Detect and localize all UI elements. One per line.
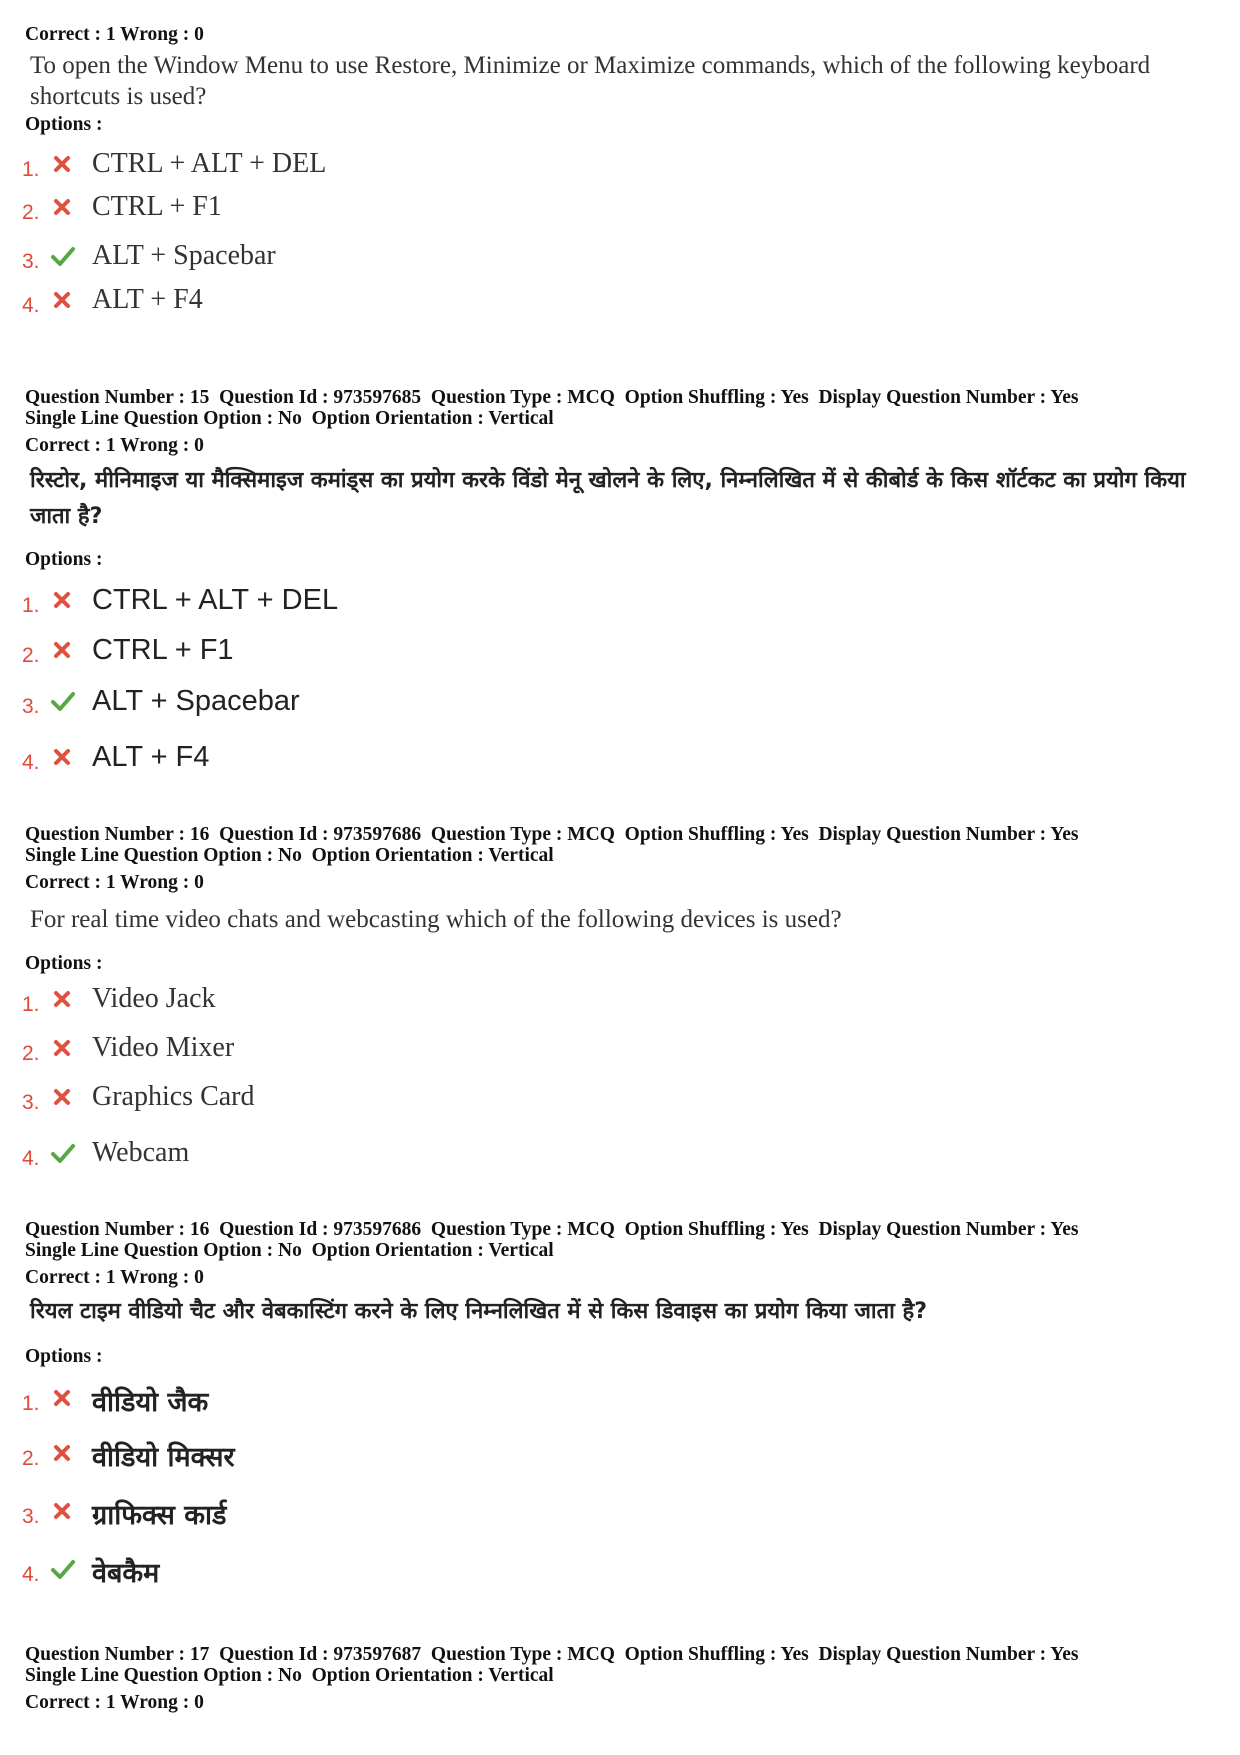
option-number: 3. — [22, 1505, 40, 1528]
options-label: Options : — [25, 549, 103, 570]
option-text: Graphics Card — [92, 1081, 255, 1112]
score-line: Correct : 1 Wrong : 0 — [25, 1692, 204, 1713]
option-number: 4. — [22, 294, 40, 317]
option-text: Video Mixer — [92, 1032, 235, 1063]
question-text: रियल टाइम वीडियो चैट और वेबकास्टिंग करने के लिए निम्नलिखित में से किस डिवाइस का प्रयोग किया जाता है? — [30, 1299, 927, 1324]
cross-icon — [50, 152, 74, 176]
cross-icon — [50, 638, 74, 662]
cross-icon — [50, 987, 74, 1011]
cross-icon — [50, 195, 74, 219]
question-text: For real time video chats and webcasting which of the following devices is used? — [30, 906, 842, 933]
option-text: ALT + F4 — [92, 741, 210, 773]
cross-icon — [50, 1441, 74, 1465]
score-line: Correct : 1 Wrong : 0 — [25, 24, 204, 45]
option-text: CTRL + ALT + DEL — [92, 584, 339, 616]
option-text: वीडियो जैक — [92, 1387, 209, 1418]
option-number: 3. — [22, 695, 40, 718]
option-number: 3. — [22, 250, 40, 273]
question-text: रिस्टोर, मीनिमाइज या मैक्सिमाइज कमांड्स का प्रयोग करके विंडो मेनू खोलने के लिए, निम्नलिखित में से कीबोर्ड के किस शॉर्टकट का प्रयोग किया जाता है? — [30, 468, 1186, 529]
cross-icon — [50, 745, 74, 769]
options-label: Options : — [25, 1346, 103, 1367]
option-number: 2. — [22, 644, 40, 667]
option-number: 4. — [22, 1147, 40, 1170]
score-line: Correct : 1 Wrong : 0 — [25, 435, 204, 456]
option-text: ALT + Spacebar — [92, 685, 300, 717]
cross-icon — [50, 288, 74, 312]
option-number: 2. — [22, 201, 40, 224]
option-text: ALT + F4 — [92, 284, 203, 315]
option-number: 3. — [22, 1091, 40, 1114]
option-text: वेबकैम — [92, 1558, 160, 1589]
score-line: Correct : 1 Wrong : 0 — [25, 1267, 204, 1288]
score-line: Correct : 1 Wrong : 0 — [25, 872, 204, 893]
check-icon — [50, 244, 74, 268]
option-text: ALT + Spacebar — [92, 240, 276, 271]
check-icon — [50, 1557, 74, 1581]
option-text: ग्राफिक्स कार्ड — [92, 1500, 227, 1531]
option-number: 2. — [22, 1447, 40, 1470]
options-label: Options : — [25, 953, 103, 974]
question-meta-line: Question Number : 16 Question Id : 973597686 Question Type : MCQ Option Shuffling : Yes Display Question Number : Yes — [25, 1219, 1079, 1240]
cross-icon — [50, 1386, 74, 1410]
options-label: Options : — [25, 114, 103, 135]
option-number: 4. — [22, 751, 40, 774]
option-text: Video Jack — [92, 983, 216, 1014]
cross-icon — [50, 1036, 74, 1060]
option-number: 4. — [22, 1563, 40, 1586]
option-number: 1. — [22, 594, 40, 617]
option-number: 1. — [22, 993, 40, 1016]
option-text: CTRL + F1 — [92, 191, 222, 222]
option-number: 2. — [22, 1042, 40, 1065]
option-text: CTRL + F1 — [92, 634, 234, 666]
option-text: CTRL + ALT + DEL — [92, 148, 327, 179]
question-meta-line: Single Line Question Option : No Option Orientation : Vertical — [25, 1665, 554, 1686]
option-number: 1. — [22, 1392, 40, 1415]
option-text: वीडियो मिक्सर — [92, 1442, 235, 1473]
option-text: Webcam — [92, 1137, 190, 1168]
question-meta-line: Question Number : 17 Question Id : 973597687 Question Type : MCQ Option Shuffling : Yes Display Question Number : Yes — [25, 1644, 1079, 1665]
question-meta-line: Question Number : 15 Question Id : 973597685 Question Type : MCQ Option Shuffling : Yes Display Question Number : Yes — [25, 387, 1079, 408]
question-meta-line: Single Line Question Option : No Option Orientation : Vertical — [25, 1240, 554, 1261]
cross-icon — [50, 1499, 74, 1523]
cross-icon — [50, 1085, 74, 1109]
option-number: 1. — [22, 158, 40, 181]
check-icon — [50, 689, 74, 713]
cross-icon — [50, 588, 74, 612]
question-meta-line: Single Line Question Option : No Option Orientation : Vertical — [25, 408, 554, 429]
question-meta-line: Single Line Question Option : No Option Orientation : Vertical — [25, 845, 554, 866]
check-icon — [50, 1141, 74, 1165]
question-text: To open the Window Menu to use Restore, Minimize or Maximize commands, which of the following keyboard shortcuts is used? — [30, 52, 1151, 110]
question-meta-line: Question Number : 16 Question Id : 973597686 Question Type : MCQ Option Shuffling : Yes Display Question Number : Yes — [25, 824, 1079, 845]
